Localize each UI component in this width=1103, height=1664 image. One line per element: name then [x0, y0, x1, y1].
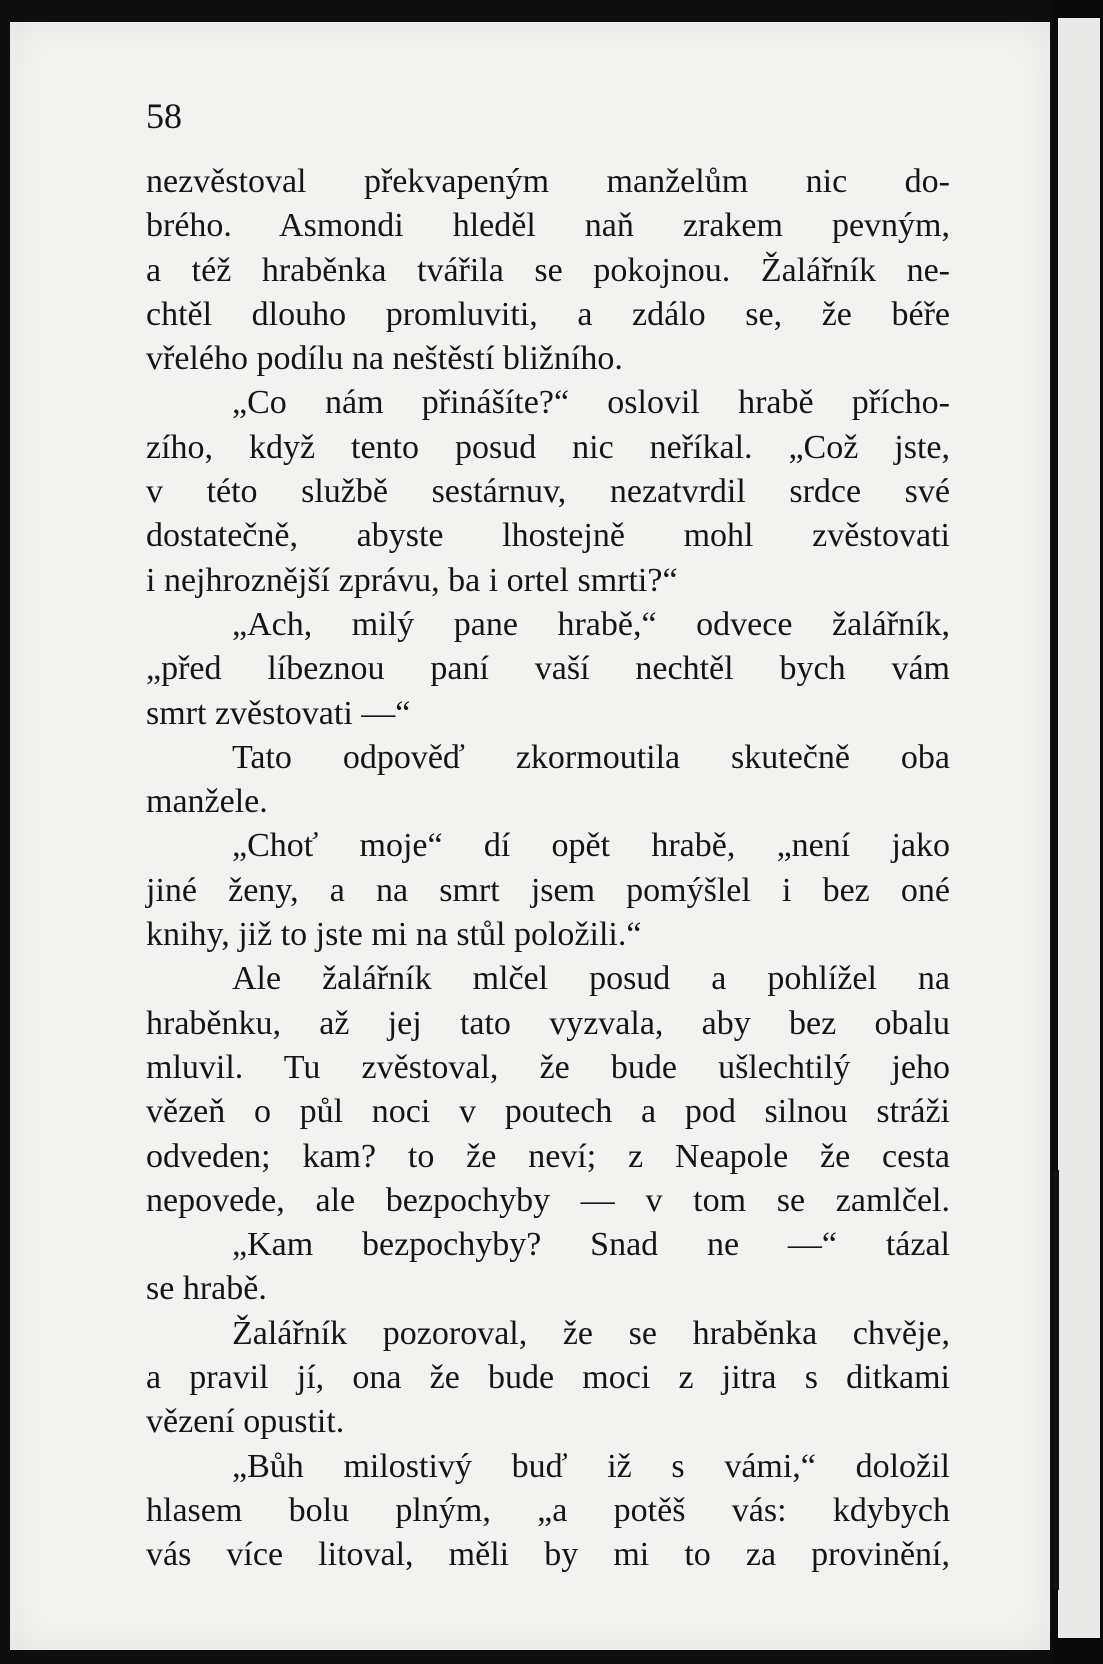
binding-shadow [1053, 1170, 1059, 1590]
text-line: Žalářník pozoroval, že se hraběnka chvěje, [232, 1314, 950, 1352]
adjacent-page-strip [1058, 18, 1100, 1638]
page-body-text [146, 160, 950, 1578]
text-line: vězeň o půl noci v poutech a pod silnou stráži [146, 1093, 950, 1131]
text-line: vás více litoval, měli by mi to za provinění, [146, 1536, 950, 1574]
text-line: se hrabě. [146, 1270, 267, 1308]
text-line: odveden; kam? to že neví; z Neapole že cesta [146, 1137, 950, 1175]
text-line: nezvěstoval překvapeným manželům nic do- [146, 163, 950, 200]
text-line: v této službě sestárnuv, nezatvrdil srdce své [146, 473, 950, 511]
text-line: zího, když tento posud nic neříkal. „Což jste, [146, 428, 950, 466]
text-line: a pravil jí, ona že bude moci z jitra s ditkami [146, 1359, 950, 1397]
text-line: nepovede, ale bezpochyby — v tom se zamlčel. [146, 1181, 950, 1219]
text-line: hlasem bolu plným, „a potěš vás: kdybych [146, 1491, 950, 1529]
text-line: „Bůh milostivý buď iž s vámi,“ doložil [232, 1447, 950, 1485]
text-line: Ale žalářník mlčel posud a pohlížel na [232, 960, 950, 998]
text-line: hraběnku, až jej tato vyzvala, aby bez obalu [146, 1004, 950, 1042]
adjacent-page-edge [1052, 0, 1103, 1664]
text-line: a též hraběnka tvářila se pokojnou. Žalářník ne- [146, 251, 950, 289]
text-line: jiné ženy, a na smrt jsem pomýšlel i bez oné [146, 871, 950, 909]
text-line: Tato odpověď zkormoutila skutečně oba [232, 738, 950, 776]
text-line: chtěl dlouho promluviti, a zdálo se, že béře [146, 295, 950, 333]
text-line: „Ach, milý pane hrabě,“ odvece žalářník, [232, 605, 950, 643]
text-line: brého. Asmondi hleděl naň zrakem pevným, [146, 207, 950, 245]
text-line: vřelého podílu na neštěstí bližního. [146, 340, 623, 378]
text-line: smrt zvěstovati —“ [146, 694, 411, 732]
text-line: knihy, již to jste mi na stůl položili.“ [146, 916, 642, 954]
text-line: „Choť moje“ dí opět hrabě, „není jako [232, 827, 950, 865]
text-line: dostatečně, abyste lhostejně mohl zvěstovati [146, 517, 950, 555]
text-line: „Kam bezpochyby? Snad ne —“ tázal [232, 1226, 950, 1264]
text-line: „před líbeznou paní vaší nechtěl bych vám [146, 650, 950, 688]
text-line: manžele. [146, 783, 268, 821]
text-line: mluvil. Tu zvěstoval, že bude ušlechtilý jeho [146, 1048, 950, 1086]
text-line: i nejhroznější zprávu, ba i ortel smrti?“ [146, 561, 678, 599]
text-line: „Co nám přinášíte?“ oslovil hrabě přícho- [232, 384, 950, 422]
page-number: 58 [146, 96, 182, 136]
text-line: vězení opustit. [146, 1403, 345, 1441]
